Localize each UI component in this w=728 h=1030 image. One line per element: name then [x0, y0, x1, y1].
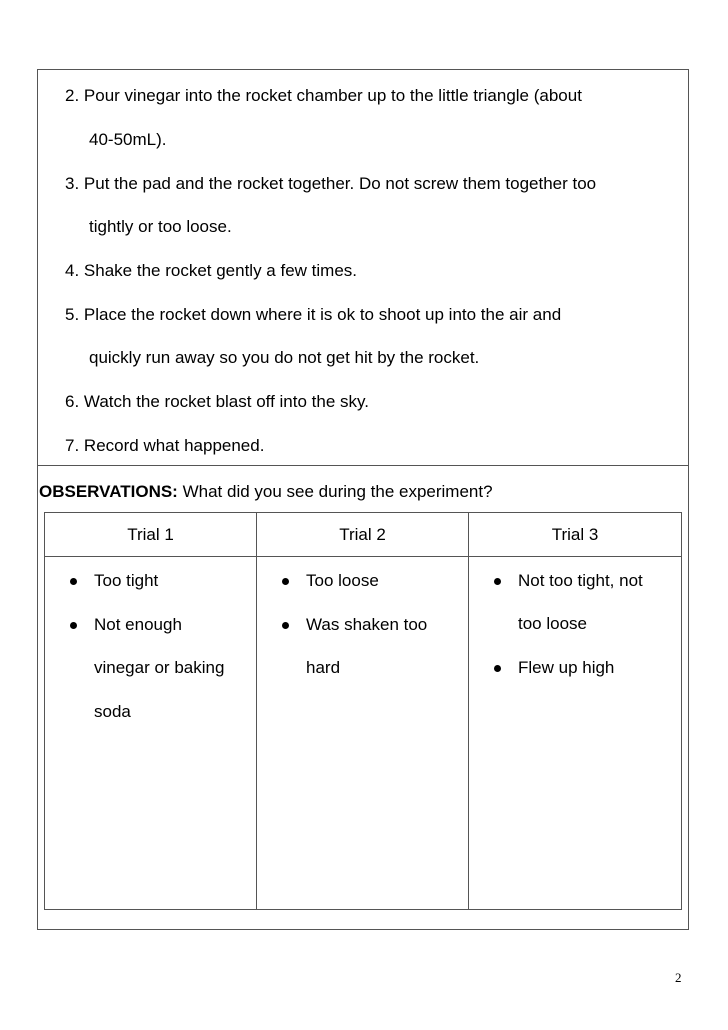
trial-1-bullet-2-line-3: soda: [94, 702, 131, 721]
table-header-row: [45, 513, 681, 557]
bullet-dot-icon: [494, 578, 501, 585]
bullet-dot-icon: [494, 665, 501, 672]
bullet-dot-icon: [282, 578, 289, 585]
step-text: Record what happened.: [83, 436, 265, 455]
step-number: 3.: [65, 174, 80, 193]
step-5: [65, 305, 561, 325]
trial-2-bullet-1: Too loose: [306, 571, 379, 590]
step-number: 5.: [65, 305, 80, 324]
column-divider: [468, 513, 469, 909]
step-4: [65, 261, 357, 281]
step-2: [65, 86, 582, 106]
trial-3-bullet-2: Flew up high: [518, 658, 615, 677]
step-3-continued: tightly or too loose.: [89, 217, 232, 236]
trial-1-bullet-2: Not enough: [94, 615, 182, 634]
trial-3-bullet-1: Not too tight, not: [518, 571, 643, 590]
bullet-dot-icon: [70, 622, 77, 629]
trial-1-bullet-1: Too tight: [94, 571, 159, 590]
trials-table: [44, 512, 682, 910]
bullet-dot-icon: [282, 622, 289, 629]
step-text: Shake the rocket gently a few times.: [83, 261, 358, 280]
step-text: Place the rocket down where it is ok to shoot up into the air and: [83, 305, 562, 324]
bullet-dot-icon: [70, 578, 77, 585]
step-5-continued: quickly run away so you do not get hit by the rocket.: [89, 348, 480, 367]
procedure-section: [38, 70, 688, 466]
trial-3-header: Trial 3: [551, 525, 599, 544]
step-number: 6.: [65, 392, 80, 411]
step-7: [65, 436, 264, 456]
page-number: 2: [675, 970, 682, 985]
trial-2-header: Trial 2: [339, 525, 386, 544]
step-number: 4.: [65, 261, 80, 280]
observations-question: What did you see during the experiment?: [177, 482, 493, 501]
step-6: [65, 392, 369, 412]
step-number: 7.: [65, 436, 80, 455]
step-text: Pour vinegar into the rocket chamber up to the little triangle (about: [83, 86, 582, 105]
trial-1-bullet-2-line-2: vinegar or baking: [94, 658, 225, 677]
step-number: 2.: [65, 86, 80, 105]
step-3: [65, 174, 596, 194]
experiment-box: [37, 69, 689, 930]
trial-1-header: Trial 1: [127, 525, 174, 544]
step-text: Watch the rocket blast off into the sky.: [83, 392, 369, 411]
column-divider: [256, 513, 257, 909]
step-2-continued: 40-50mL).: [89, 130, 167, 149]
observations-heading: [39, 482, 493, 502]
step-text: Put the pad and the rocket together. Do not screw them together too: [83, 174, 597, 193]
trial-2-bullet-2: Was shaken too: [306, 615, 428, 634]
trial-3-bullet-1-line-2: too loose: [518, 614, 587, 633]
trial-2-bullet-2-line-2: hard: [306, 658, 341, 677]
observations-label: OBSERVATIONS:: [39, 482, 178, 501]
